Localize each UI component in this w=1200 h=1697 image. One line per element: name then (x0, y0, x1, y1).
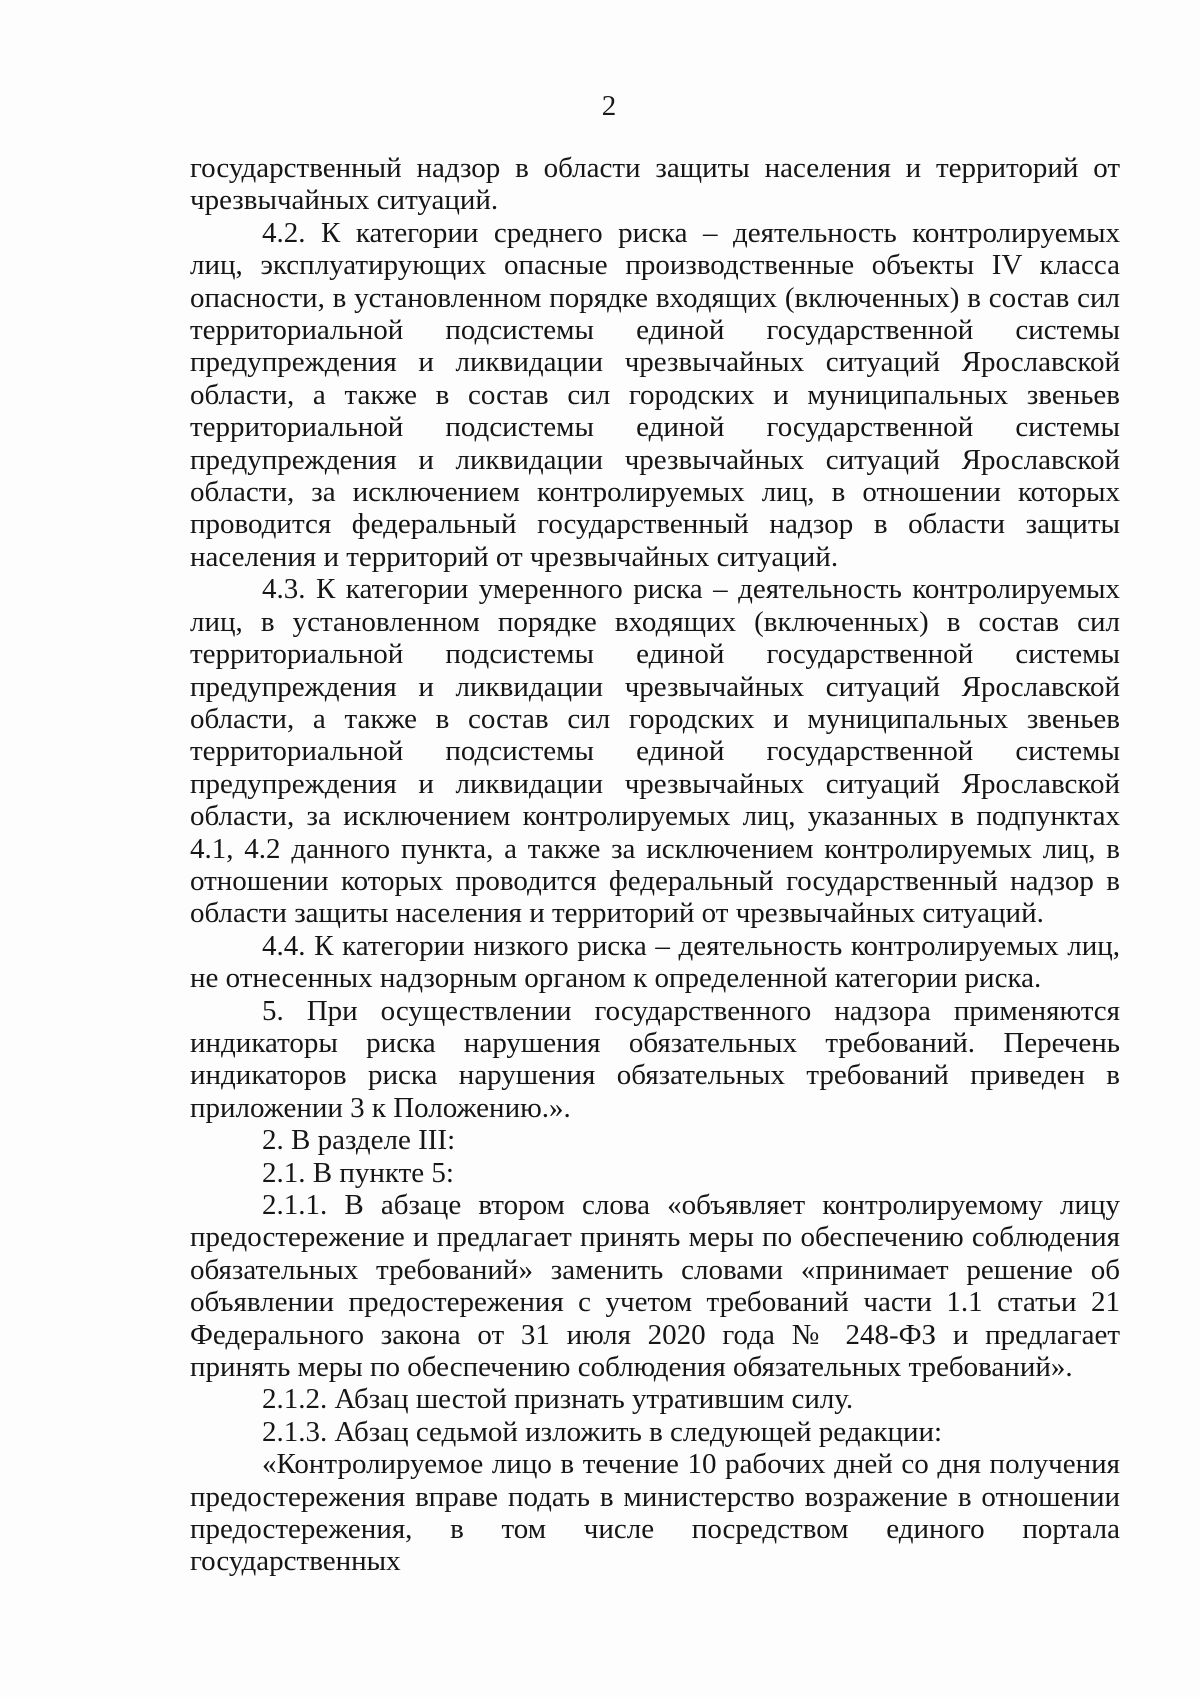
paragraph-continuation: государственный надзор в области защиты населения и территорий от чрезвычайных ситуаций. (190, 152, 1120, 217)
paragraph-4-4: 4.4. К категории низкого риска – деятельность контролируемых лиц, не отнесенных надзорным органом к определенной категории риска. (190, 929, 1120, 995)
paragraph-2-1: 2.1. В пункте 5: (262, 1156, 454, 1189)
paragraph-2-1-2: 2.1.2. Абзац шестой признать утратившим силу. (262, 1383, 854, 1416)
paragraph-4-3: 4.3. К категории умеренного риска – деятельность контролируемых лиц, в установленном порядке входящих (включенных) в состав сил территориальной подсистемы единой государственной системы предупреждения и ликвидации чрезвычайных ситуаций Ярославской области, а также в состав сил городских и муниципальных звеньев территориальной подсистемы единой государственной системы предупреждения и ликвидации чрезвычайных ситуаций Ярославской области, за исключением контролируемых лиц, указанных в подпунктах 4.1, 4.2 данного пункта, а также за исключением контролируемых лиц, в отношении которых проводится федеральный государственный надзор в области защиты населения и территорий от чрезвычайных ситуаций. (190, 573, 1120, 930)
page-number: 2 (601, 90, 617, 122)
paragraph-quoted-text: «Контролируемое лицо в течение 10 рабочих дней со дня получения предостережения вправе подать в министерство возражение в отношении предостережения, в том числе посредством единого портала государственных (190, 1448, 1120, 1578)
paragraph-2-1-3: 2.1.3. Абзац седьмой изложить в следующей редакции: (262, 1415, 943, 1448)
paragraph-4-2: 4.2. К категории среднего риска – деятельность контролируемых лиц, эксплуатирующих опасные производственные объекты IV класса опасности, в установленном порядке входящих (включенных) в состав сил территориальной подсистемы единой государственной системы предупреждения и ликвидации чрезвычайных ситуаций Ярославской области, а также в состав сил городских и муниципальных звеньев территориальной подсистемы единой государственной системы предупреждения и ликвидации чрезвычайных ситуаций Ярославской области, за исключением контролируемых лиц, в отношении которых проводится федеральный государственный надзор в области защиты населения и территорий от чрезвычайных ситуаций. (190, 216, 1120, 573)
paragraph-5: 5. При осуществлении государственного надзора применяются индикаторы риска нарушения обязательных требований. Перечень индикаторов риска нарушения обязательных требований приведен в приложении 3 к Положению.». (190, 994, 1120, 1124)
paragraph-2-1-1: 2.1.1. В абзаце втором слова «объявляет контролируемому лицу предостережение и предлагает принять меры по обеспечению соблюдения обязательных требований» заменить словами «принимает решение об объявлении предостережения с учетом требований части 1.1 статьи 21 Федерального закона от 31 июля 2020 года № 248-ФЗ и предлагает принять меры по обеспечению соблюдения обязательных требований». (190, 1189, 1120, 1384)
document-body (190, 152, 1120, 1578)
paragraph-section-3: 2. В разделе III: (262, 1124, 456, 1157)
